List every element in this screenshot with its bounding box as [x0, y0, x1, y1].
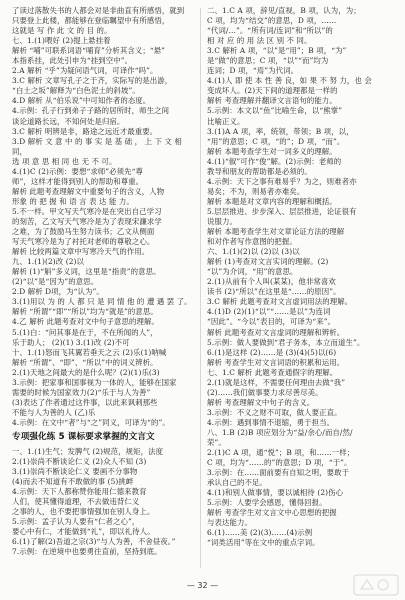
text-line: 解析 此题考查对文言虚词的理解和辨析。	[207, 327, 345, 337]
text-line: 只要登上此楼，都能够在登临瞩望中有所感悟，	[12, 16, 170, 26]
text-line: 师”，这样才能得到别人的帮助和尊重。	[12, 176, 144, 186]
text-line: 之事的人，也不要把事情强加在别人身上。	[12, 507, 155, 517]
text-line: 选 项 意 思 相 同 也 无 不 可。	[12, 156, 117, 166]
text-line: 教导和朋友的帮助都是必须的。	[207, 166, 312, 176]
text-line: 3.示例：不义之财不可取，做人要正直。	[207, 407, 342, 417]
text-line: “因此”。“今以”表目的，可译为“来”。	[207, 317, 336, 327]
text-line: 解析 考查理解文中句子的含义。	[207, 397, 315, 407]
text-line: C 项，均为“结交”的意思，D 项，……	[207, 16, 337, 26]
text-line: 2.(1)从前有个人叫(某某)，他非常喜欢	[207, 277, 336, 287]
text-line: “代词/…”。“所有词/连词”和“所以”的	[207, 26, 333, 36]
text-line: 4.示例：在文中“者”与“之”同义，可译为“的”。	[12, 417, 170, 427]
text-line: 3.C 解析 文章写孔子之于齐，实际写的是出游，	[12, 76, 173, 86]
section-number: 5	[58, 431, 65, 442]
text-line: 荣”。	[207, 438, 226, 448]
text-line: 6.(1)了解(2)吾道之宗(3)“与人为善，不舍昼夜。”	[12, 537, 176, 547]
watermark-logo-icon	[353, 574, 399, 596]
text-line: 解析 此题考查理解文中重要句子的含义，人物	[12, 186, 165, 196]
text-line: 易矣；不为，则易者亦难矣。	[207, 186, 305, 196]
section-heading	[12, 431, 198, 444]
section-title: 课标要求掌握的文言文	[67, 431, 155, 442]
text-line: 写天气寒冷是为了衬托对老师的尊敬之心。	[12, 237, 155, 247]
text-line: 4.示例：天下人都称赞你能用仁德来教育	[12, 487, 147, 497]
text-line: 解析 本题是对文章内容的理解和概括。	[207, 196, 337, 206]
text-line: 要心中有仁，才能做到“礼”，即以礼待人。	[12, 527, 155, 537]
text-line: 之难，为了鼓励马生努力读书；乙文从侧面	[12, 227, 155, 237]
text-line: 2.(1)就是这样，不需要任何理由去做“我”	[207, 377, 346, 387]
text-line: 的刻苦，乙文写天气寒冷是为了表现宋濂求学	[12, 216, 162, 226]
text-line: 4.(1)D (2)(1)“以”“……是以”为连词	[207, 307, 331, 317]
text-line: 6.(1)是这样 (2)……是 (3)(4)(5)以(6)	[207, 347, 337, 357]
text-line: 解析 考查理解并翻译文言语句的能力。	[207, 96, 337, 106]
text-line: 连词；D 项，“焉”为代词。	[207, 66, 299, 76]
text-line: 3.C 解析 明辨是非，路途之远近才最重要。	[12, 126, 158, 136]
text-line: 4.(1)和别人做事情，要以诚相待 (2)伤心	[207, 488, 344, 498]
text-line: 5.示例：孟子认为人要有“仁者之心”，	[12, 517, 140, 527]
text-line: 4.(1)“俶”可作“俊”解。(2)示例：老师的	[207, 156, 342, 166]
text-line: 2.A 解析 “乎”为疑问语气词，可译作“吗”。	[12, 66, 158, 76]
text-line: 读书 (2)“所以”在这里是“……的原因”。	[207, 287, 341, 297]
text-line: 六、1.(1)(2)以 (2)以 (3)以	[207, 247, 300, 257]
text-line: 解析 (1)考查对文言实词的理解。(2)	[207, 257, 329, 267]
text-line: 4.示例：遇到事情不退缩，勇于担当。	[207, 417, 335, 427]
text-line: 4.(1)人 即 使 本 性 善 良，如 果 不 努 力，也 会	[207, 76, 372, 86]
text-line: 6.(1)……美 (2)(3)……(4)示例	[207, 528, 313, 538]
text-line: 解析 本题考查学生对一词多义的理解。	[207, 146, 337, 156]
text-line: 不能与人为善的人 (乙)乐	[12, 407, 96, 417]
text-line: (3)表达了作者通过这件事，以此来讽刺那些	[12, 397, 158, 407]
text-line: 变成坏人。(2)天下间的道理都是一样的	[207, 86, 338, 96]
text-line: 与表达能力。	[207, 518, 252, 528]
column-divider	[200, 8, 201, 568]
left-column	[12, 6, 198, 557]
right-column	[207, 6, 393, 549]
text-line: 这就是 写 作 此 文 的 目 的。	[12, 26, 112, 36]
text-line: 解析 “哺”可联系词语“哺育”分析其含义；“悬”	[12, 46, 166, 56]
text-line: 3.(1)用以 为 的 人 都 只 是 同 情 他 的 遭 遇 罢 了。	[12, 297, 192, 307]
section-label: 专项强化练	[12, 431, 56, 442]
text-line: C 项，均为“……的”的意思；D 项，“于”。	[207, 458, 352, 468]
text-line: 2.D 解析 D项，为“认为”。	[12, 287, 104, 297]
text-line: 二、1.C A 项，辞见/直视，B 项，认为，为；	[207, 6, 361, 15]
text-line: “词类活用”等在文中的重点字词。	[207, 538, 320, 548]
text-line: 5.示例：本文以“鱼”比喻生命，以“熊掌”	[207, 106, 343, 116]
text-line: 本指系挂，此处引申为“挂到空中”。	[12, 56, 133, 66]
text-line: 一、1.(1)生气；发脾气 (2)规范，规矩，法度	[12, 446, 164, 456]
text-line: 7.示例：在逆境中也要勇往直前，坚持到底。	[12, 547, 162, 557]
text-line: 人们，使其懂得道理，不去做违背仁义	[12, 497, 140, 507]
text-line: 4.示例：天下之事有难易乎？为之，则难者亦	[207, 176, 357, 186]
text-line: 5.层层推进、步步深入、层层推进，论证很有	[207, 206, 357, 216]
text-line: 说服力。	[207, 216, 237, 226]
text-line: 4.乙 解析 此题考查对文中句子意思的理解。	[12, 317, 159, 327]
text-line: 乐于助人； (2)(1) 3.(1)改 (2)不可	[12, 337, 130, 347]
text-line: 4.(1)C (2)示例：要想“求师”必须先“尊	[12, 166, 144, 176]
text-line: 解析 比较两篇文章中写寒冷天气的作用。	[12, 247, 150, 257]
text-line: 相 对 应 的 用 法 区 别 不 同。	[207, 36, 312, 46]
text-line: 3.C 解析 此题考查对文言虚词用法的理解。	[207, 297, 353, 307]
text-line: 七、1.(1)喂好 (2)提上悬挂着	[12, 36, 111, 46]
text-line: 2.(1)C A 项，通“悦”；B 项，和……一样；	[207, 448, 355, 458]
text-line: 需要的时候为国家效力(2)“乐于与人为善”	[12, 387, 151, 397]
text-line: 5.示例：做人要做到“君子务本，本立而道生”。	[207, 337, 365, 347]
text-line: 解析 考查学生对文言文中心思想的把握	[207, 508, 337, 518]
text-line: 3.(1)A A 项，率，统领，带领；B 项，以，	[207, 126, 354, 136]
text-line: 解析 “所谓”“即”“所以”均为“就是”的意思。	[12, 307, 158, 317]
text-line: 3.示例：在……面前要有自知之明，要敢于	[207, 468, 350, 478]
text-line: 5.不一样。甲文写天气寒冷是在突出自己学习	[12, 206, 162, 216]
text-line: 2.(1)崇尚不断谈论仁义 (2)众人不知 (3)	[12, 457, 147, 467]
page-number: — 32 —	[186, 581, 219, 590]
text-line: 3.D 解析 文 意 中 的 事 实 是 基 础 ， 上 下 文 相 同，	[12, 136, 182, 156]
text-line: 2.(1)天地之间最大的是什么呢？(2)(1)乐(3)	[12, 367, 160, 377]
text-line: “白土之坂”解释为“白色泥土的斜坡”。	[12, 86, 140, 96]
text-line: (4)而去不知道有不敢做的事 (5)挑衅	[12, 477, 134, 487]
text-line: “用”的意思；C 项，“的”；D 项，“而”。	[207, 136, 345, 146]
text-line: 5.示例：人要学会感恩，懂得回报。	[207, 498, 327, 508]
text-line: 解析 “所谓”、“即”、“所以”中的词义辨析。	[12, 357, 158, 367]
text-line: 形象 的 把 握 和 语 言 表 达 能 力。	[12, 196, 134, 206]
text-line: (2)“以”是“因为”的意思。	[12, 277, 99, 287]
text-line: 比喻正义。	[207, 116, 245, 126]
text-line: 七、1.C 解析 此题考查通假字的理解。	[207, 367, 338, 377]
text-line: 承认自己的不足。	[207, 478, 267, 488]
text-line: 3.(1)崇尚不断谈论仁义 要画不分事物	[12, 467, 138, 477]
text-line: 5.(1)白：“问其事是在于，不在所闻的人”，	[12, 327, 158, 337]
text-line: 十、1.(1)怒而飞其翼若垂天之云 (2)乐(1)呐喊	[12, 347, 167, 357]
text-line: 解析 本题考查学生对文章论证方法的理解	[207, 227, 345, 237]
text-line: 3.示例：把家事和国事视为一体的人，能够在国家	[12, 377, 177, 387]
text-line: 和对作者写作意图的把握。	[207, 237, 297, 247]
text-line: 八、1.B (2)B 项应划分为“益/余心/而自/然/	[207, 427, 353, 437]
text-line: 解析 (1)“斛”多义词，这里是“指责”的意思。	[12, 267, 161, 277]
text-line: 九、1.(1)(2)改 (2)以	[12, 257, 84, 267]
text-line: 4.D 解析 从“伯乐说”中可知作者的态度。	[12, 96, 151, 106]
text-line: “以”为介词，“用”的意思。	[207, 267, 298, 277]
text-line: 了读过落散失书的人都会对是非曲直有所感悟，就到	[12, 6, 185, 15]
text-line: 3.C 解析 A 项，“以”是“用”；B 项，“为”	[207, 46, 347, 56]
text-line: 是“做”的意思；C 项，“以”“而”均为	[207, 56, 329, 66]
text-line: 谈论道路长远，不知何处是归宿。	[12, 116, 125, 126]
text-line: 解析 考查学生对文言词语的积累和运用。	[207, 357, 345, 367]
text-line: (2)……我们做事要力求尽善尽美。	[207, 387, 323, 397]
text-line: 4.示例：孔子行到弟子子路的居所时，师生之间	[12, 106, 170, 116]
